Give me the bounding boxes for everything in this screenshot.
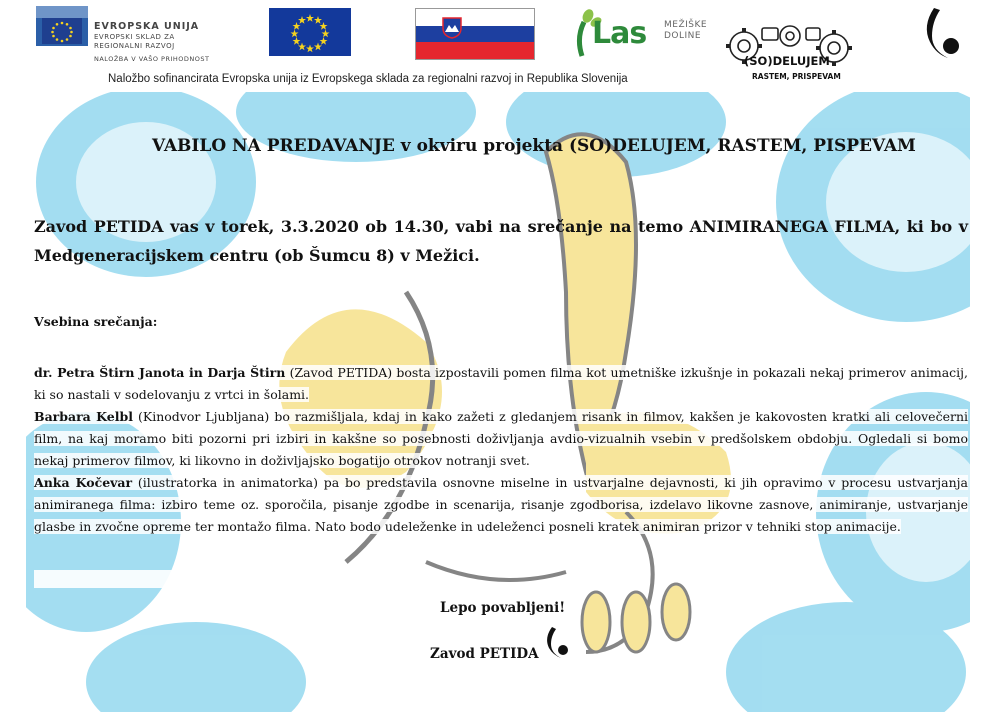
speaker-text: (Kinodvor Ljubljana) bo razmišljala, kdaj in kako zažeti z gledanjem risank in filmov, kakšen je kakovosten kratki ali celovečerni film, na kaj moramo biti pozorni pri izbiri in kakšne so posebnosti doživljanja avdio-vizualnih vsebin v predšolskem obdobju. Ogledali si bomo nekaj primerov filmov, ki likovno in doživljajsko bogatijo otrokov notranji svet.	[34, 409, 968, 468]
eu-logo-line1: EVROPSKA UNIJA	[94, 21, 200, 32]
signature: Zavod PETIDA	[430, 646, 539, 662]
eu-mini-flag-icon	[42, 18, 82, 44]
speaker-paragraph	[34, 406, 968, 472]
las-sub2: DOLINE	[664, 31, 702, 41]
speaker-list	[34, 362, 968, 538]
speaker-text: (Zavod PETIDA) bosta izpostavili pomen filma kot umetniške izkušnje in pokazali nekaj primerov animacij, ki so nastali v sodelovanju z vrtci in šolami.	[34, 365, 968, 402]
sodelujem-subtitle: RASTEM, PRISPEVAM	[752, 72, 841, 81]
las-sub1: MEŽIŠKE	[664, 20, 708, 30]
eu-logo-line4: NALOŽBA V VAŠO PRIHODNOST	[94, 55, 210, 63]
blank-highlight-bar	[34, 570, 284, 588]
logo-strip	[0, 0, 1004, 92]
funding-statement: Naložbo sofinancirata Evropska unija iz Evropskega sklada za regionalni razvoj in Republika Slovenija	[108, 73, 628, 85]
speaker-name: dr. Petra Štirn Janota in Darja Štirn	[34, 365, 286, 380]
closing-greeting: Lepo povabljeni!	[440, 600, 566, 616]
eu-logo-line2: EVROPSKI SKLAD ZA	[94, 33, 175, 41]
eu-regional-fund-logo	[36, 6, 236, 62]
speaker-paragraph	[34, 362, 968, 406]
speaker-text: (ilustratorka in animatorka) pa bo predstavila osnovne miselne in ustvarjalne dejavnosti, ki jih opravimo v procesu ustvarjanja animiranega filma: izbiro teme oz. sporočila, pisanje zgodbe in scenarija, risanje zgodborisa, izdelavo likovne zasnove, animiranje, ustvarjanje glasbe in zvočne opreme ter montažo filma. Nato bodo udeleženke in udeleženci posneli kratek animiran prizor v tehniki stop animacije.	[34, 475, 969, 534]
petida-signature-logo-icon	[542, 626, 572, 660]
eu-logo-line3: REGIONALNI RAZVOJ	[94, 42, 175, 50]
las-mezishke-doline-logo	[574, 6, 724, 60]
sodelujem-title: (SO)DELUJEM	[744, 54, 830, 68]
invitation-title: VABILO NA PREDAVANJE v okviru projekta (SO)DELUJEM, RASTEM, PISPEVAM	[152, 136, 916, 156]
speaker-name: Barbara Kelbl	[34, 409, 133, 424]
sodelujem-project-logo	[722, 22, 858, 82]
petida-logo-icon	[918, 6, 964, 62]
speaker-name: Anka Kočevar	[34, 475, 133, 490]
slovenia-flag-icon	[415, 8, 535, 60]
content-label: Vsebina srečanja:	[34, 314, 158, 329]
speaker-paragraph	[34, 472, 968, 538]
invitation-intro: Zavod PETIDA vas v torek, 3.3.2020 ob 14.30, vabi na srečanje na temo ANIMIRANEGA FILMA, ki bo v Medgeneracijskem centru (ob Šumcu 8) v Mežici.	[34, 217, 968, 265]
eu-flag-icon	[269, 8, 351, 56]
las-word: Las	[592, 16, 647, 51]
